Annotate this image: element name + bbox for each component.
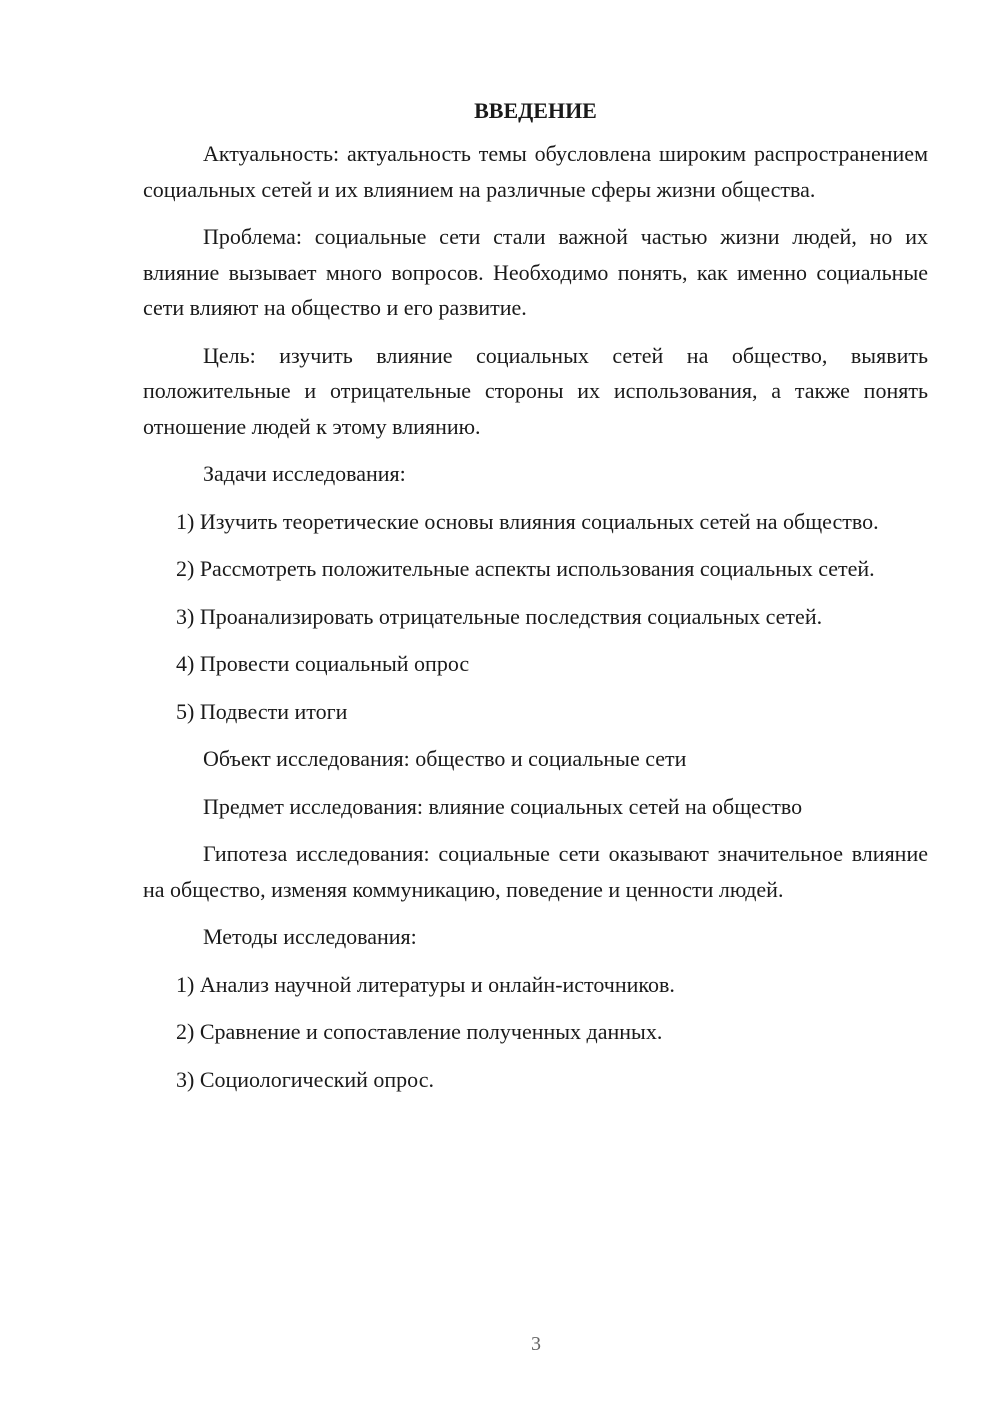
task-item-1: 1) Изучить теоретические основы влияния социальных сетей на общество. — [176, 508, 879, 534]
research-object: Объект исследования: общество и социальные сети — [203, 746, 687, 771]
task-item-3: 3) Проанализировать отрицательные последствия социальных сетей. — [176, 603, 823, 629]
task-item-5: 5) Подвести итоги — [176, 698, 348, 724]
relevance-paragraph: Актуальность: актуальность темы обусловлена широким распространением социальных сетей и их влиянием на различные сферы жизни общества. — [143, 141, 928, 202]
tasks-heading: Задачи исследования: — [203, 461, 406, 486]
goal-paragraph: Цель: изучить влияние социальных сетей на общество, выявить положительные и отрицательные стороны их использования, а также понять отношение людей к этому влиянию. — [143, 342, 928, 439]
method-item-1: 1) Анализ научной литературы и онлайн-источников. — [176, 971, 675, 997]
research-hypothesis: Гипотеза исследования: социальные сети оказывают значительное влияние на общество, изменяя коммуникацию, поведение и ценности людей. — [143, 841, 928, 902]
problem-paragraph: Проблема: социальные сети стали важной частью жизни людей, но их влияние вызывает много вопросов. Необходимо понять, как именно социальные сети влияют на общество и его развитие. — [143, 224, 928, 320]
page-content — [143, 96, 928, 1109]
methods-heading: Методы исследования: — [203, 924, 417, 949]
task-item-2: 2) Рассмотреть положительные аспекты использования социальных сетей. — [176, 556, 875, 581]
page-number: 3 — [531, 1333, 541, 1355]
method-item-2: 2) Сравнение и сопоставление полученных данных. — [176, 1019, 663, 1044]
research-subject: Предмет исследования: влияние социальных сетей на общество — [203, 793, 803, 819]
section-title: ВВЕДЕНИЕ — [474, 98, 597, 123]
method-item-3: 3) Социологический опрос. — [176, 1066, 434, 1092]
task-item-4: 4) Провести социальный опрос — [176, 651, 470, 676]
